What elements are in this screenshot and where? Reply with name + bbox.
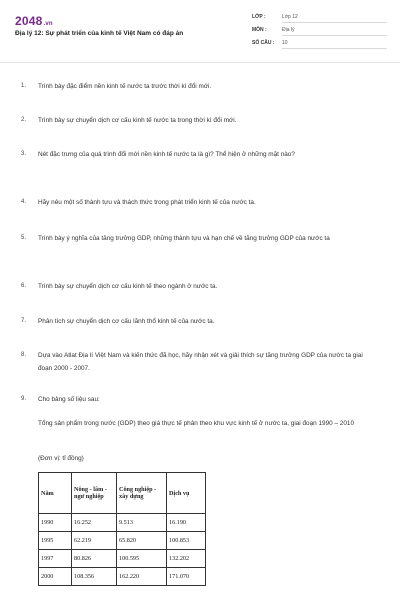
question-number: 7. bbox=[21, 318, 27, 324]
question-number: 8. bbox=[21, 352, 27, 358]
table-row bbox=[39, 550, 206, 568]
question-text: Trình bày ý nghĩa của tăng trưởng GDP, những thành tựu và hạn chế về tăng trưởng GDP của nước ta bbox=[38, 235, 330, 242]
meta-value: Lớp 12 bbox=[282, 14, 387, 23]
question-text: Trình bày đặc điểm nền kinh tế nước ta trước thời kì đổi mới. bbox=[38, 83, 212, 90]
table-header-cell: Dịch vụ bbox=[167, 473, 206, 514]
meta-value: 10 bbox=[282, 40, 387, 49]
table-header-cell: Năm bbox=[39, 473, 72, 514]
table-cell: 16.252 bbox=[72, 514, 117, 532]
question-text: Trình bày sự chuyển dịch cơ cấu kinh tế theo ngành ở nước ta. bbox=[38, 283, 218, 290]
question-number: 5. bbox=[21, 235, 27, 241]
table-cell: 2000 bbox=[39, 568, 72, 586]
table-cell: 16.190 bbox=[167, 514, 206, 532]
question-number: 2. bbox=[21, 117, 27, 123]
table-cell: 62.219 bbox=[72, 532, 117, 550]
table-cell: 132.202 bbox=[167, 550, 206, 568]
gdp-table bbox=[38, 472, 206, 586]
question-number: 4. bbox=[21, 199, 27, 205]
question-text: Cho bảng số liệu sau: bbox=[38, 396, 100, 403]
table-cell: 80.826 bbox=[72, 550, 117, 568]
page-header bbox=[0, 0, 400, 63]
table-row bbox=[39, 532, 206, 550]
question-text: Nét đặc trưng của quá trình đổi mới nền kinh tế nước ta là gì? Thể hiện ở những mặt nào? bbox=[38, 151, 295, 158]
question-text: Trình bày sự chuyển dịch cơ cấu kinh tế nước ta trong thời kì đổi mới. bbox=[38, 117, 237, 124]
question-number: 1. bbox=[21, 83, 27, 89]
meta-label: SỐ CÂU : bbox=[252, 40, 275, 46]
table-cell: 9.513 bbox=[117, 514, 167, 532]
question-text: Phân tích sự chuyển dịch cơ cấu lãnh thổ kinh tế của nước ta. bbox=[38, 318, 215, 325]
question-text: Hãy nêu một số thành tựu và thách thức trong phát triển kinh tế của nước ta. bbox=[38, 199, 256, 206]
question-number: 9. bbox=[21, 396, 27, 402]
table-header-cell: Nông - lâm - ngư nghiệp bbox=[72, 473, 117, 514]
logo-text: 2048 bbox=[15, 14, 43, 28]
site-logo[interactable] bbox=[15, 14, 53, 28]
document-title: Địa lý 12: Sự phát triển của kinh tế Việt Nam có đáp án bbox=[15, 30, 184, 37]
table-cell: 108.356 bbox=[72, 568, 117, 586]
table-header-row bbox=[39, 473, 206, 514]
table-header-cell: Công nghiệp - xây dựng bbox=[117, 473, 167, 514]
question-text: Dựa vào Atlat Địa lí Việt Nam và kiến thức đã học, hãy nhận xét và giải thích sự tăng trưởng GDP của nước ta giai đoạn 2000 - 2007. bbox=[38, 352, 363, 372]
question-number: 3. bbox=[21, 151, 27, 157]
meta-value: Địa lý bbox=[282, 27, 387, 36]
table-cell: 162.220 bbox=[117, 568, 167, 586]
meta-label: MÔN : bbox=[252, 27, 267, 33]
table-cell: 100.853 bbox=[167, 532, 206, 550]
table-row bbox=[39, 514, 206, 532]
meta-label: LỚP : bbox=[252, 14, 266, 20]
q9-unit: (Đơn vị: tỉ đồng) bbox=[38, 455, 84, 462]
table-cell: 1990 bbox=[39, 514, 72, 532]
logo-suffix: .vn bbox=[43, 21, 53, 27]
table-cell: 171.070 bbox=[167, 568, 206, 586]
table-cell: 100.595 bbox=[117, 550, 167, 568]
question-number: 6. bbox=[21, 283, 27, 289]
table-cell: 1997 bbox=[39, 550, 72, 568]
q9-caption: Tổng sản phẩm trong nước (GDP) theo giá thực tế phân theo khu vực kinh tế ở nước ta, giai đoạn 1990 – 2010 bbox=[38, 420, 355, 427]
table-cell: 65.820 bbox=[117, 532, 167, 550]
table-row bbox=[39, 568, 206, 586]
table-cell: 1995 bbox=[39, 532, 72, 550]
